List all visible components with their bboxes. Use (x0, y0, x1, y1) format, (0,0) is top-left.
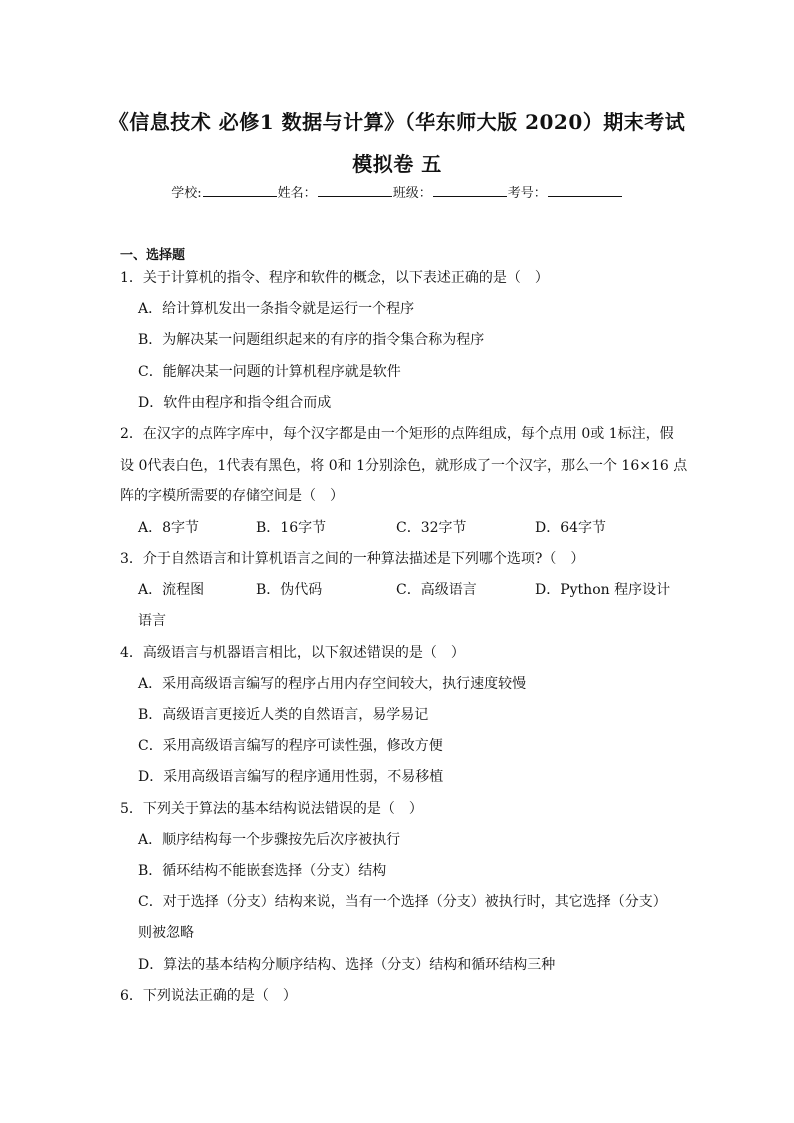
question-5-stem: 5．下列关于算法的基本结构说法错误的是（ ） (120, 801, 423, 817)
question-4-option-a[interactable]: A．采用高级语言编写的程序占用内存空间较大，执行速度较慢 (138, 676, 527, 692)
question-3-option-d[interactable]: D．Python 程序设计 (535, 582, 671, 598)
class-label: 班级： (392, 186, 432, 201)
question-3-option-c[interactable]: C．高级语言 (396, 582, 477, 598)
question-2-option-b[interactable]: B．16字节 (256, 520, 327, 536)
section-title: 一、选择题 (120, 248, 186, 263)
question-1-stem: 1．关于计算机的指令、程序和软件的概念，以下表述正确的是（ ） (120, 270, 549, 286)
question-4-option-c[interactable]: C．采用高级语言编写的程序可读性强，修改方便 (138, 738, 443, 754)
question-2-option-c[interactable]: C．32字节 (396, 520, 467, 536)
question-2-option-a[interactable]: A．8字节 (138, 520, 200, 536)
question-2-option-d[interactable]: D．64字节 (535, 520, 607, 536)
exam-title-line1: 《信息技术 必修1 数据与计算》（华东师大版 2020）期末考试 (108, 110, 686, 134)
question-1-option-c[interactable]: C．能解决某一问题的计算机程序就是软件 (138, 364, 401, 380)
question-5-option-d[interactable]: D．算法的基本结构分顺序结构、选择（分支）结构和循环结构三种 (138, 957, 556, 973)
question-2-stem-line2: 设 0代表白色，1代表有黑色，将 0和 1分别涂色，就形成了一个汉字，那么一个 16×16 点 (120, 458, 688, 474)
question-5-option-c[interactable]: C．对于选择（分支）结构来说，当有一个选择（分支）被执行时，其它选择（分支） (138, 894, 667, 910)
question-3-option-b[interactable]: B．伪代码 (256, 582, 323, 598)
exam-title-line2: 模拟卷 五 (352, 152, 442, 176)
question-3-option-a[interactable]: A．流程图 (138, 582, 205, 598)
question-6-stem: 6．下列说法正确的是（ ） (120, 988, 297, 1004)
question-5-option-a[interactable]: A．顺序结构每一个步骤按先后次序被执行 (138, 832, 401, 848)
question-1-option-a[interactable]: A．给计算机发出一条指令就是运行一个程序 (138, 301, 415, 317)
school-label: 学校: (171, 186, 202, 201)
question-1-option-b[interactable]: B．为解决某一问题组织起来的有序的指令集合称为程序 (138, 332, 485, 348)
question-4-stem: 4．高级语言与机器语言相比，以下叙述错误的是（ ） (120, 645, 465, 661)
question-3-option-d-continued: 语言 (138, 613, 166, 629)
class-blank[interactable] (433, 185, 507, 197)
question-3-stem: 3．介于自然语言和计算机语言之间的一种算法描述是下列哪个选项?（ ） (120, 551, 585, 567)
number-blank[interactable] (548, 185, 622, 197)
name-label: 姓名： (277, 186, 317, 201)
question-4-option-d[interactable]: D．采用高级语言编写的程序通用性弱，不易移植 (138, 769, 444, 785)
question-5-option-b[interactable]: B．循环结构不能嵌套选择（分支）结构 (138, 863, 387, 879)
question-5-option-c-continued: 则被忽略 (138, 925, 194, 941)
question-2-stem-line1: 2．在汉字的点阵字库中，每个汉字都是由一个矩形的点阵组成，每个点用 0或 1标注，假 (120, 426, 674, 442)
question-4-option-b[interactable]: B．高级语言更接近人类的自然语言，易学易记 (138, 707, 429, 723)
question-2-stem-line3: 阵的字模所需要的存储空间是（ ） (120, 488, 344, 504)
question-1-option-d[interactable]: D．软件由程序和指令组合而成 (138, 395, 332, 411)
student-info-row (0, 182, 794, 201)
name-blank[interactable] (318, 185, 392, 197)
number-label: 考号： (507, 186, 547, 201)
school-blank[interactable] (203, 185, 277, 197)
